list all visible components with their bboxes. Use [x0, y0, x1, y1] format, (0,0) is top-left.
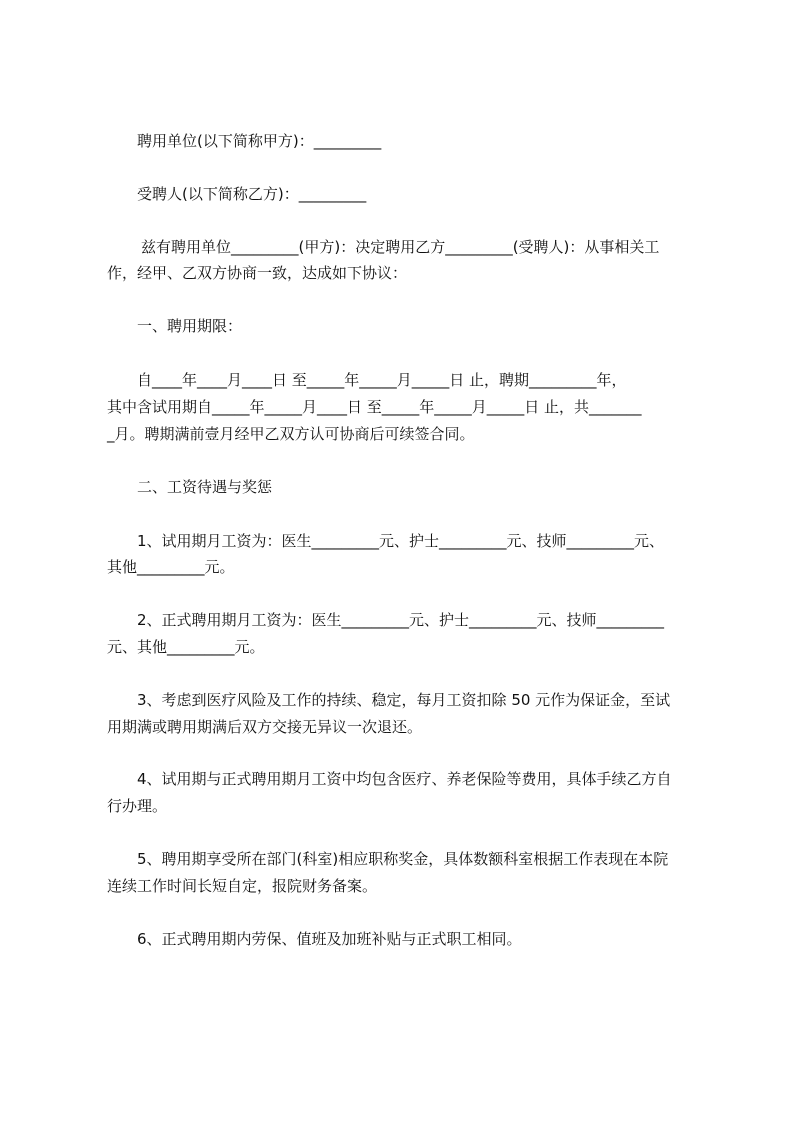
item-1-line-2: 其他_________元。 — [107, 558, 235, 576]
intro-line-1: 兹有聘用单位_________(甲方)：决定聘用乙方_________(受聘人)：从事相关工 — [141, 238, 660, 256]
term-line-2: 其中含试用期自_____年_____月____日 至_____年_____月_____日 止，共_______ — [107, 398, 642, 416]
intro-line-2: 作，经甲、乙双方协商一致，达成如下协议： — [107, 264, 408, 282]
item-4-line-1: 4、试用期与正式聘用期月工资中均包含医疗、养老保险等费用，具体手续乙方自 — [137, 770, 672, 788]
item-2-line-1: 2、正式聘用期月工资为：医生_________元、护士_________元、技师_________ — [137, 611, 665, 629]
item-5-line-2: 连续工作时间长短自定，报院财务备案。 — [107, 877, 378, 895]
section-2-heading: 二、工资待遇与奖惩 — [137, 478, 273, 496]
section-1-heading: 一、聘用期限： — [137, 317, 243, 335]
employee-line: 受聘人(以下简称乙方)：_________ — [137, 185, 367, 203]
term-line-3: _月。聘期满前壹月经甲乙双方认可协商后可续签合同。 — [107, 425, 475, 443]
item-2-line-2: 元、其他_________元。 — [107, 638, 265, 656]
item-5-line-1: 5、聘用期享受所在部门(科室)相应职称奖金，具体数额科室根据工作表现在本院 — [137, 850, 669, 868]
employer-line: 聘用单位(以下简称甲方)：_________ — [137, 132, 382, 150]
item-3-line-2: 用期满或聘用期满后双方交接无异议一次退还。 — [107, 718, 423, 736]
item-3-line-1: 3、考虑到医疗风险及工作的持续、稳定，每月工资扣除 50 元作为保证金，至试 — [137, 691, 671, 709]
item-6-line-1: 6、正式聘用期内劳保、值班及加班补贴与正式职工相同。 — [137, 930, 522, 948]
item-1-line-1: 1、试用期月工资为：医生_________元、护士_________元、技师_________元、 — [137, 532, 665, 550]
item-4-line-2: 行办理。 — [107, 797, 168, 815]
term-line-1: 自____年____月____日 至_____年_____月_____日 止，聘期_________年， — [137, 371, 627, 389]
